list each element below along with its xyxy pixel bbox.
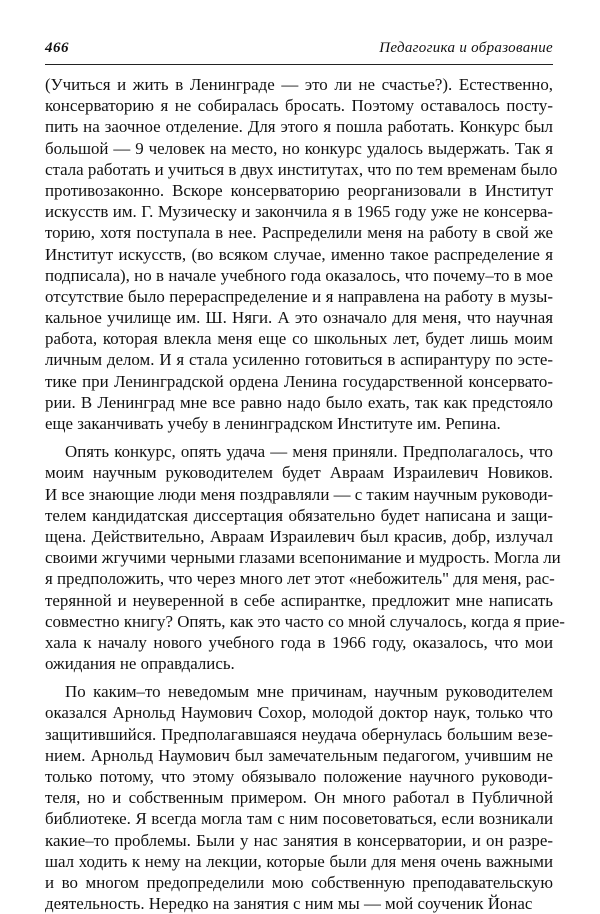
- text-line: теля, но и собственным примером. Он много работал в Публичной: [45, 788, 553, 808]
- text-line: пить на заочное отделение. Для этого я пошла работать. Конкурс был: [45, 117, 553, 137]
- text-line: хала к началу нового учебного года в 1966 году, оказалось, что мои: [45, 632, 553, 652]
- text-line: совместно книгу? Опять, как это часто со мной случалось, когда я прие-: [45, 611, 565, 631]
- text-line: своими жгучими черными глазами всепонимание и мудрость. Могла ли: [45, 548, 561, 568]
- text-line: По каким–то неведомым мне причинам, научным руководителем: [65, 682, 553, 702]
- text-line: ожидания не оправдались.: [45, 654, 235, 674]
- text-line: рии. В Ленинград мне все равно надо было ехать, так как предстояло: [45, 392, 553, 412]
- text-line: защитившийся. Предполагавшаяся неудача обернулась большим везе-: [45, 724, 553, 744]
- text-line: консерваторию я не собиралась бросать. Поэтому оставалось посту-: [45, 96, 553, 116]
- text-line: оказался Арнольд Наумович Сохор, молодой доктор наук, только что: [45, 703, 553, 723]
- text-line: отсутствие было перераспределение и я направлена на работу в музы-: [45, 286, 553, 306]
- text-line: противозаконно. Вскоре консерваторию реорганизовали в Институт: [45, 180, 553, 200]
- text-line: деятельность. Нередко на занятия с ним мы — мой соученик Йонас: [45, 894, 533, 914]
- page-number: 466: [45, 40, 69, 56]
- text-line: большой — 9 человек на место, но конкурс удалось выдержать. Так я: [45, 138, 553, 158]
- text-line: И все знающие люди меня поздравляли — с таким научным руководи-: [45, 484, 554, 504]
- text-line: какие–то проблемы. Были у нас занятия в консерватории, и он разре-: [45, 830, 553, 850]
- text-line: Опять конкурс, опять удача — меня приняли. Предполагалось, что: [65, 442, 553, 462]
- text-line: библиотеке. Я всегда могла там с ним посоветоваться, если возникали: [45, 809, 553, 829]
- text-line: торию, хотя поступала в нее. Распределили меня на работу в свой же: [45, 223, 553, 243]
- running-title: Педагогика и образование: [379, 40, 553, 56]
- text-line: нием. Арнольд Наумович был замечательным педагогом, учившим не: [45, 745, 553, 765]
- paragraph-gap: [45, 434, 553, 441]
- text-line: моим научным руководителем будет Авраам Израилевич Новиков.: [45, 463, 553, 483]
- text-line: подписала), но в начале учебного года оказалось, что почему–то в мое: [45, 265, 553, 285]
- text-line: щена. Действительно, Авраам Израилевич был красив, добр, излучал: [45, 526, 553, 546]
- body-text: [45, 74, 565, 914]
- text-line: Институт искусств, (во всяком случае, именно такое распределение я: [45, 244, 553, 264]
- page-header: [45, 40, 553, 65]
- paragraph: [45, 681, 553, 914]
- text-line: и во многом предопределили мою собственную преподавательскую: [45, 872, 553, 892]
- text-line: телем кандидатская диссертация обязательно будет написана и защи-: [45, 505, 553, 525]
- text-line: работа, которая влекла меня еще со школьных лет, будет лишь моим: [45, 329, 553, 349]
- paragraph-gap: [45, 674, 553, 681]
- text-line: (Учиться и жить в Ленинграде — это ли не счастье?). Естественно,: [45, 75, 553, 94]
- paragraph: [45, 441, 565, 674]
- text-line: терянной и неуверенной в себе аспирантке, предложит мне написать: [45, 590, 553, 610]
- text-line: кальное училище им. Ш. Няги. А это означало для меня, что научная: [45, 308, 553, 328]
- text-line: еще заканчивать учебу в ленинградском Институте им. Репина.: [45, 414, 501, 433]
- text-line: тике при Ленинградской ордена Ленина государственной консервато-: [45, 371, 553, 391]
- text-line: искусств им. Г. Музическу и закончила я в 1965 году уже не консерва-: [45, 202, 553, 222]
- text-line: только потому, что этому обязывало положение научного руководи-: [45, 767, 553, 786]
- text-line: шал ходить к нему на лекции, которые были для меня очень важными: [45, 851, 553, 871]
- text-line: личным делом. И я стала усиленно готовиться в аспирантуру по эсте-: [45, 350, 553, 370]
- paragraph: [45, 74, 558, 434]
- text-line: стала работать и учиться в двух институтах, что по тем временам было: [45, 159, 558, 179]
- text-line: я предположить, что через много лет этот «небожитель" для меня, рас-: [45, 569, 555, 589]
